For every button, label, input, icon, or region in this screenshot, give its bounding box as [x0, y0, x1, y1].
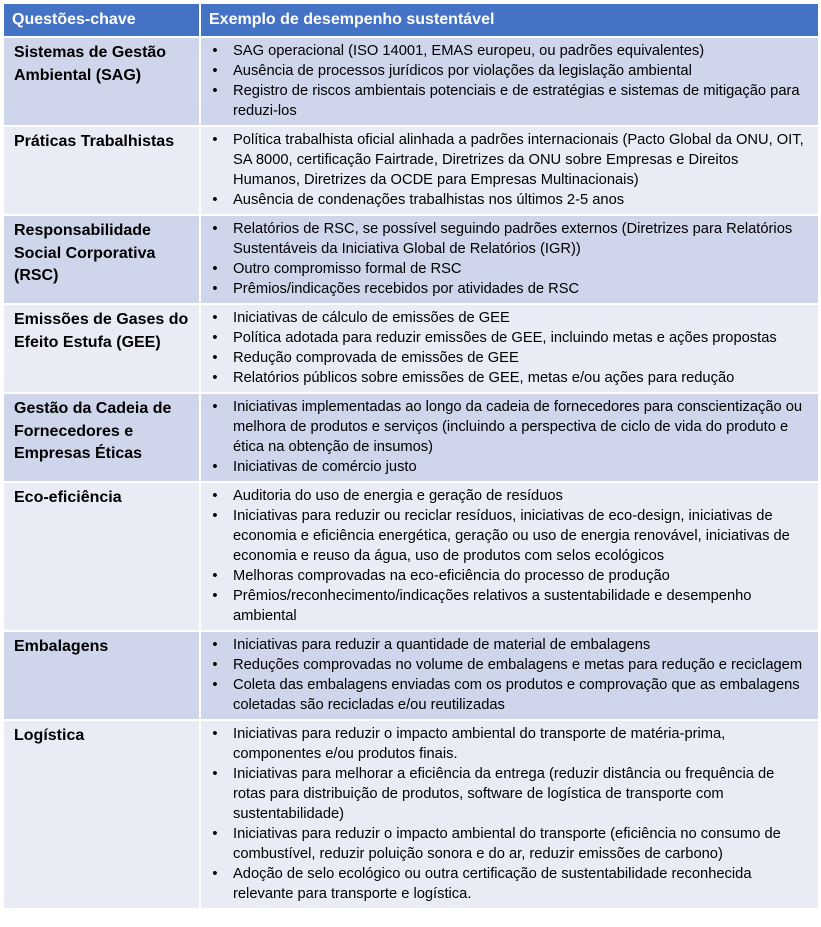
list-item: [207, 675, 808, 715]
table-row: [4, 126, 818, 215]
row-examples: [200, 720, 818, 908]
row-examples: [200, 631, 818, 720]
bullet-icon: •: [212, 657, 218, 673]
list-item-text: SAG operacional (ISO 14001, EMAS europeu, ou padrões equivalentes): [233, 43, 705, 59]
example-list: [207, 635, 808, 715]
list-item-text: Relatórios públicos sobre emissões de GEE, metas e/ou ações para redução: [233, 370, 735, 386]
table-row: [4, 631, 818, 720]
list-item-text: Reduções comprovadas no volume de embalagens e metas para redução e reciclagem: [233, 657, 803, 673]
list-item-text: Prêmios/reconhecimento/indicações relativos a sustentabilidade e desempenho ambiental: [233, 588, 752, 624]
list-item-text: Registro de riscos ambientais potenciais e de estratégias e sistemas de mitigação para reduzi-los: [233, 83, 800, 119]
list-item: [207, 348, 808, 368]
list-item-text: Adoção de selo ecológico ou outra certificação de sustentabilidade reconhecida relevante para transporte e logística.: [233, 866, 752, 902]
example-list: [207, 486, 808, 626]
example-list: [207, 308, 808, 388]
header-key-questions: Questões-chave: [4, 4, 200, 37]
row-examples: [200, 126, 818, 215]
sustainability-table: [4, 4, 818, 908]
list-item: [207, 635, 808, 655]
bullet-icon: •: [212, 83, 218, 99]
list-item-text: Política trabalhista oficial alinhada a padrões internacionais (Pacto Global da ONU, OIT, SA 8000, certificação Fairtrade, Diretrizes da ONU sobre Empresas e Direitos Humanos, Diretrizes da OCDE para Empresas Multinacionais): [233, 132, 804, 188]
bullet-icon: •: [212, 330, 218, 346]
bullet-icon: •: [212, 261, 218, 277]
list-item-text: Iniciativas implementadas ao longo da cadeia de fornecedores para conscientização ou melhora de produtos e serviços (incluindo a perspectiva de ciclo de vida do produto e ética na obtenção de insumos): [233, 399, 803, 455]
table-row: [4, 482, 818, 631]
bullet-icon: •: [212, 866, 218, 882]
list-item: [207, 219, 808, 259]
list-item: [207, 724, 808, 764]
list-item-text: Iniciativas para reduzir ou reciclar resíduos, iniciativas de eco-design, iniciativas de economia e eficiência energética, geração ou uso de energia renovável, iniciativas de economia e reuso da água, uso de produtos com selos ecológicos: [233, 508, 790, 564]
example-list: [207, 219, 808, 299]
bullet-icon: •: [212, 281, 218, 297]
list-item-text: Melhoras comprovadas na eco-eficiência do processo de produção: [233, 568, 670, 584]
list-item-text: Ausência de processos jurídicos por violações da legislação ambiental: [233, 63, 692, 79]
header-row: [4, 4, 818, 37]
example-list: [207, 130, 808, 210]
bullet-icon: •: [212, 43, 218, 59]
list-item-text: Redução comprovada de emissões de GEE: [233, 350, 519, 366]
list-item-text: Iniciativas para reduzir o impacto ambiental do transporte de matéria-prima, componentes e/ou produtos finais.: [233, 726, 726, 762]
bullet-icon: •: [212, 508, 218, 524]
row-key: Sistemas de Gestão Ambiental (SAG): [4, 37, 200, 126]
list-item-text: Iniciativas para reduzir o impacto ambiental do transporte (eficiência no consumo de combustível, reduzir poluição sonora e do ar, reduzir emissões de carbono): [233, 826, 781, 862]
list-item: [207, 308, 808, 328]
list-item-text: Coleta das embalagens enviadas com os produtos e comprovação que as embalagens coletadas são recicladas e/ou reutilizadas: [233, 677, 800, 713]
row-examples: [200, 482, 818, 631]
list-item-text: Relatórios de RSC, se possível seguindo padrões externos (Diretrizes para Relatórios Sustentáveis da Iniciativa Global de Relatórios (IGR)): [233, 221, 793, 257]
row-key: Práticas Trabalhistas: [4, 126, 200, 215]
row-key: Eco-eficiência: [4, 482, 200, 631]
bullet-icon: •: [212, 766, 218, 782]
list-item: [207, 81, 808, 121]
table-row: [4, 304, 818, 393]
list-item-text: Ausência de condenações trabalhistas nos últimos 2-5 anos: [233, 192, 625, 208]
bullet-icon: •: [212, 459, 218, 475]
list-item: [207, 566, 808, 586]
table-row: [4, 215, 818, 304]
list-item: [207, 486, 808, 506]
bullet-icon: •: [212, 132, 218, 148]
list-item-text: Política adotada para reduzir emissões de GEE, incluindo metas e ações propostas: [233, 330, 777, 346]
bullet-icon: •: [212, 677, 218, 693]
row-examples: [200, 304, 818, 393]
bullet-icon: •: [212, 568, 218, 584]
list-item-text: Iniciativas de comércio justo: [233, 459, 417, 475]
list-item: [207, 764, 808, 824]
row-examples: [200, 37, 818, 126]
bullet-icon: •: [212, 637, 218, 653]
row-key: Gestão da Cadeia de Fornecedores e Empresas Éticas: [4, 393, 200, 482]
list-item: [207, 259, 808, 279]
list-item: [207, 190, 808, 210]
list-item-text: Iniciativas para melhorar a eficiência da entrega (reduzir distância ou frequência de rotas para distribuição de produtos, software de logística de transporte com sustentabilidade): [233, 766, 775, 822]
list-item: [207, 586, 808, 626]
bullet-icon: •: [212, 488, 218, 504]
row-key: Embalagens: [4, 631, 200, 720]
list-item-text: Iniciativas para reduzir a quantidade de material de embalagens: [233, 637, 651, 653]
row-examples: [200, 215, 818, 304]
bullet-icon: •: [212, 399, 218, 415]
bullet-icon: •: [212, 370, 218, 386]
list-item: [207, 864, 808, 904]
example-list: [207, 724, 808, 904]
bullet-icon: •: [212, 310, 218, 326]
table-row: [4, 720, 818, 908]
bullet-icon: •: [212, 350, 218, 366]
row-key: Responsabilidade Social Corporativa (RSC): [4, 215, 200, 304]
example-list: [207, 41, 808, 121]
bullet-icon: •: [212, 588, 218, 604]
row-key: Emissões de Gases do Efeito Estufa (GEE): [4, 304, 200, 393]
list-item: [207, 506, 808, 566]
bullet-icon: •: [212, 192, 218, 208]
list-item: [207, 397, 808, 457]
bullet-icon: •: [212, 726, 218, 742]
list-item: [207, 61, 808, 81]
bullet-icon: •: [212, 221, 218, 237]
bullet-icon: •: [212, 63, 218, 79]
list-item-text: Iniciativas de cálculo de emissões de GEE: [233, 310, 510, 326]
list-item: [207, 41, 808, 61]
list-item-text: Auditoria do uso de energia e geração de resíduos: [233, 488, 563, 504]
example-list: [207, 397, 808, 477]
row-examples: [200, 393, 818, 482]
list-item: [207, 130, 808, 190]
list-item: [207, 457, 808, 477]
table-row: [4, 393, 818, 482]
list-item-text: Outro compromisso formal de RSC: [233, 261, 462, 277]
bullet-icon: •: [212, 826, 218, 842]
list-item: [207, 824, 808, 864]
list-item: [207, 368, 808, 388]
header-performance-examples: Exemplo de desempenho sustentável: [200, 4, 818, 37]
list-item-text: Prêmios/indicações recebidos por atividades de RSC: [233, 281, 580, 297]
table-row: [4, 37, 818, 126]
list-item: [207, 279, 808, 299]
row-key: Logística: [4, 720, 200, 908]
list-item: [207, 655, 808, 675]
list-item: [207, 328, 808, 348]
